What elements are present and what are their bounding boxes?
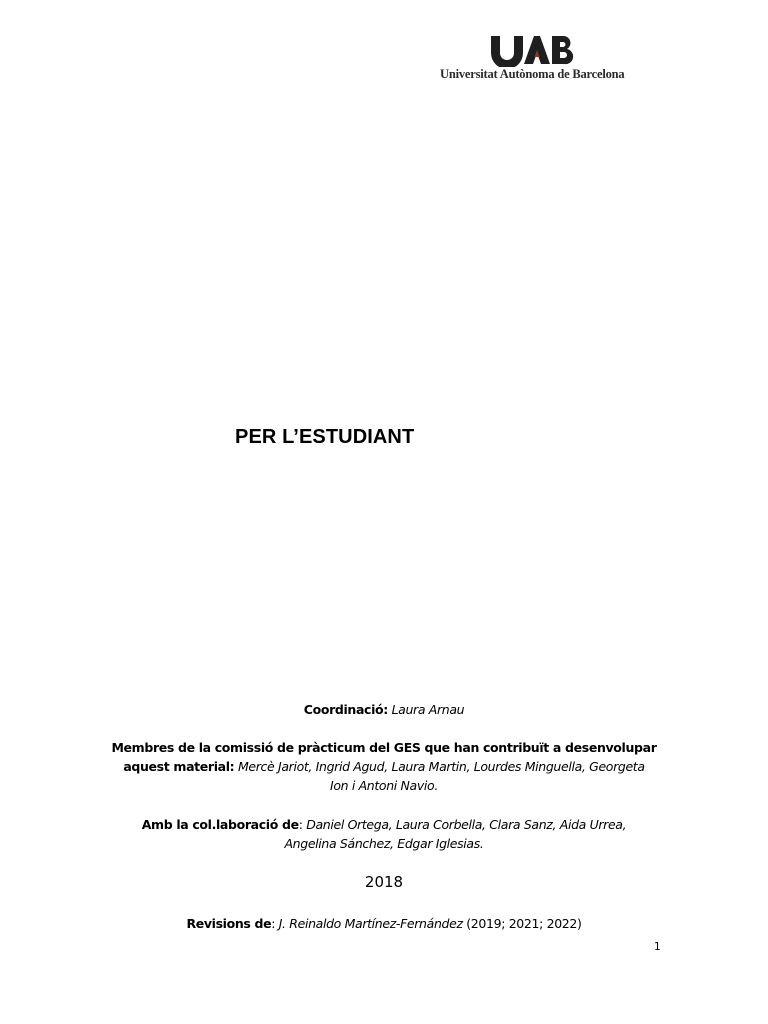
collaboration-colon: : <box>298 817 303 832</box>
collaboration-names-line1: Daniel Ortega, Laura Corbella, Clara Sanz, Aida Urrea, <box>306 817 627 832</box>
coordination-line <box>96 700 672 719</box>
members-label-line2: aquest material: <box>123 759 235 774</box>
coordination-value: Laura Arnau <box>391 702 465 717</box>
logo-letter-u <box>491 36 523 67</box>
uab-logo <box>440 33 624 83</box>
revisions-author: J. Reinaldo Martínez-Fernández <box>278 916 463 931</box>
members-label-line1: Membres de la comissió de pràcticum del GES que han contribuït a desenvolupar <box>111 740 657 755</box>
page-title: PER L’ESTUDIANT <box>235 426 415 448</box>
uab-logo-mark <box>488 33 574 67</box>
publication-year: 2018 <box>364 873 404 891</box>
members-names-line2: Ion i Antoni Navio. <box>330 778 438 793</box>
university-name: Universitat Autònoma de Barcelona <box>440 67 625 81</box>
page-number: 1 <box>654 941 661 953</box>
collaboration-names-line2: Angelina Sánchez, Edgar Iglesias. <box>284 836 484 851</box>
revisions-years: (2019; 2021; 2022) <box>466 916 582 931</box>
revisions-label: Revisions de <box>186 916 272 931</box>
coordination-label: Coordinació: <box>303 702 388 717</box>
members-paragraph <box>96 738 672 795</box>
collaboration-paragraph <box>96 815 672 853</box>
revisions-colon: : <box>271 916 276 931</box>
logo-letter-b <box>552 36 573 64</box>
collaboration-label: Amb la col.laboració de <box>141 817 299 832</box>
members-names-line1: Mercè Jariot, Ingrid Agud, Laura Martin, Lourdes Minguella, Georgeta <box>237 759 645 774</box>
revisions-line <box>96 914 672 933</box>
